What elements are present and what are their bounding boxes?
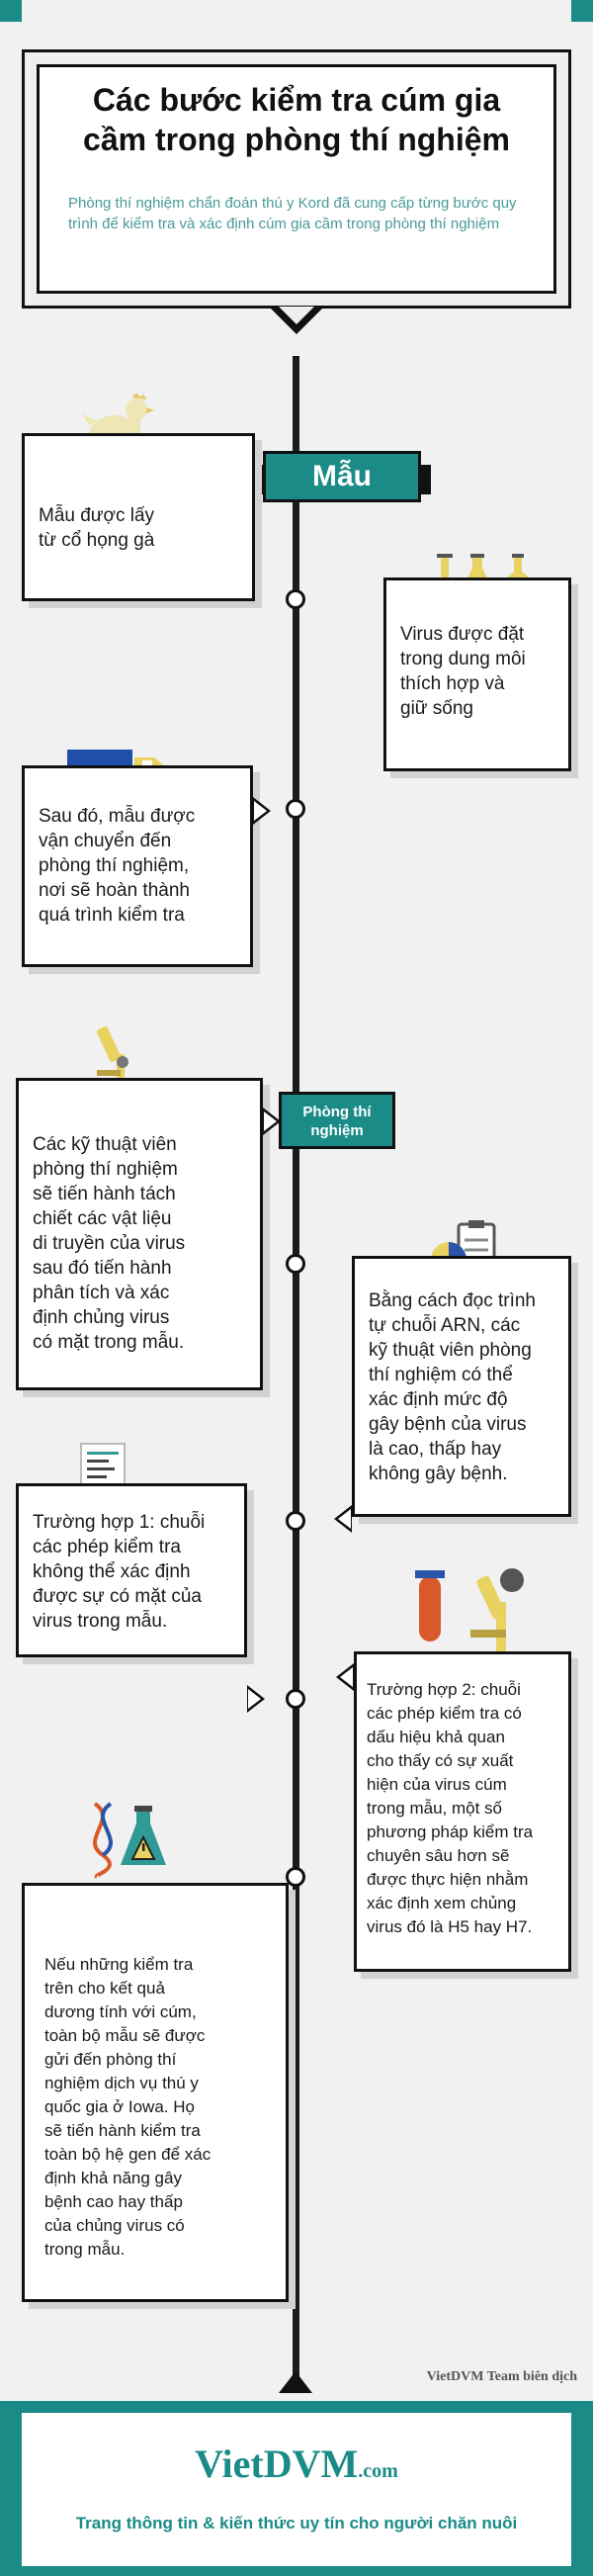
step-text-line: gửi đến phòng thí (44, 2050, 177, 2069)
step-text-line: dương tính với cúm, (44, 2002, 197, 2021)
step-card-text (39, 804, 240, 928)
dna-hazard-flask-icon (83, 1800, 172, 1879)
footer-logo-suffix: .com (358, 2460, 398, 2482)
step-text-line: nơi sẽ hoàn thành (39, 880, 190, 901)
footer (0, 2401, 593, 2576)
step-text-line: quốc gia ở Iowa. Họ (44, 2097, 195, 2116)
step-text-line: các phép kiểm tra có (367, 1704, 522, 1723)
step-text-line: trong mẫu, một số (367, 1799, 503, 1818)
step-text-line: giữ sống (400, 698, 473, 719)
step-card-text (39, 503, 242, 553)
page-title (42, 80, 551, 159)
step-text-line: sẽ tiến hành kiểm tra (44, 2121, 201, 2140)
step-card-2 (383, 577, 571, 771)
lab-section-label-line-1: Phòng thí (302, 1104, 372, 1120)
step-text-line: Các kỹ thuật viên (33, 1134, 177, 1155)
step-text-line: trên cho kết quả (44, 1979, 165, 1998)
step-text-line: cho thấy có sự xuất (367, 1751, 514, 1770)
timeline-node (286, 1689, 305, 1709)
timeline-node (286, 1511, 305, 1531)
page-title-line-2: cầm trong phòng thí nghiệm (83, 122, 510, 157)
step-text-line: Trường hợp 2: chuỗi (367, 1680, 521, 1699)
step-text-line: virus đó là H5 hay H7. (367, 1917, 533, 1936)
timeline-line (293, 356, 299, 2393)
step-card-6 (16, 1483, 247, 1657)
step-card-5-pointer (334, 1505, 352, 1533)
step-card-1 (22, 433, 255, 601)
timeline-top-notch-inner (279, 307, 314, 324)
step-text-line: toàn bộ mẫu sẽ được (44, 2026, 206, 2045)
step-text-line: Trường hợp 1: chuỗi (33, 1512, 206, 1533)
lab-section-label (279, 1092, 395, 1149)
step-text-line: thích hợp và (400, 673, 505, 694)
step-text-line: chuyên sâu hơn sẽ (367, 1846, 510, 1865)
test-tube-microscope-icon (411, 1562, 550, 1661)
step-text-line: là cao, thấp hay (369, 1439, 502, 1460)
step-card-4 (16, 1078, 263, 1390)
step-text-line: phân tích và xác (33, 1283, 170, 1303)
footer-panel (22, 2413, 571, 2566)
page-title-line-1: Các bước kiểm tra cúm gia (92, 82, 501, 118)
step-text-line: di truyền của virus (33, 1233, 186, 1254)
step-card-text (369, 1288, 558, 1486)
step-card-8 (22, 1883, 289, 2302)
step-text-line: kỹ thuật viên phòng (369, 1340, 532, 1361)
step-text-line: nghiệm dịch vụ thú y (44, 2074, 199, 2092)
step-text-line: được thực hiện nhằm (367, 1870, 529, 1889)
step-text-line: định chủng virus (33, 1307, 170, 1328)
step-text-line: Nếu những kiểm tra (44, 1955, 194, 1974)
step-text-line: Mẫu được lấy (39, 505, 155, 526)
lab-section-label-line-2: nghiệm (310, 1122, 364, 1139)
title-panel (22, 49, 571, 309)
step-text-line: không gây bệnh. (369, 1464, 508, 1484)
step-text-line: dấu hiệu khả quan (367, 1728, 505, 1746)
step-card-7 (354, 1651, 571, 1972)
step-text-line: định khả năng gây (44, 2169, 182, 2187)
step-text-line: bệnh cao hay thấp (44, 2192, 183, 2211)
step-text-line: toàn bộ hệ gen để xác (44, 2145, 212, 2164)
footer-logo-main: VietDVM (195, 2442, 359, 2486)
step-card-3-pointer (253, 797, 271, 825)
step-text-line: có mặt trong mẫu. (33, 1332, 185, 1353)
step-text-line: tự chuỗi ARN, các (369, 1315, 521, 1336)
step-text-line: trong dung môi (400, 649, 526, 669)
page-subtitle: Phòng thí nghiệm chẩn đoán thú y Kord đã cung cấp từng bước quy trình để kiểm tra và xác định cúm gia cầm trong phòng thí nghiệm (68, 195, 517, 232)
credit-brand: VietDVM (426, 2369, 484, 2384)
credit-text: Team biên dịch (483, 2369, 577, 2384)
step-text-line: các phép kiểm tra (33, 1537, 181, 1557)
step-card-3 (22, 765, 253, 967)
timeline-node (286, 799, 305, 819)
timeline-node (286, 1254, 305, 1274)
translation-credit (427, 2369, 577, 2385)
step-text-line: của chủng virus có (44, 2216, 185, 2235)
step-text-line: gây bệnh của virus (369, 1414, 527, 1435)
step-text-line: thí nghiệm có thể (369, 1365, 513, 1385)
step-text-line: phòng thí nghiệm (33, 1159, 178, 1180)
step-card-text (367, 1678, 558, 1939)
step-text-line: xác định mức độ (369, 1389, 508, 1410)
step-text-line: không thể xác định (33, 1561, 191, 1582)
corner-accent-right (571, 0, 593, 22)
step-card-text (33, 1132, 250, 1355)
corner-accent-left (0, 0, 22, 22)
step-text-line: phương pháp kiểm tra (367, 1822, 534, 1841)
footer-logo[interactable] (22, 2441, 571, 2487)
step-card-text (400, 622, 558, 721)
timeline-node (286, 589, 305, 609)
footer-tagline: Trang thông tin & kiến thức uy tín cho người chăn nuôi (75, 2514, 518, 2532)
step-card-4-pointer (263, 1108, 281, 1135)
step-text-line: xác định xem chủng (367, 1894, 517, 1912)
step-text-line: quá trình kiểm tra (39, 905, 185, 926)
timeline-end-arrow (279, 2371, 312, 2393)
step-text-line: virus trong mẫu. (33, 1611, 168, 1632)
step-card-7-pointer (336, 1663, 354, 1691)
timeline-node (286, 1867, 305, 1887)
step-text-line: hiện của virus cúm (367, 1775, 507, 1794)
step-text-line: sẽ tiến hành tách (33, 1184, 176, 1204)
step-text-line: phòng thí nghiệm, (39, 855, 190, 876)
step-text-line: chiết các vật liệu (33, 1208, 172, 1229)
step-text-line: Bằng cách đọc trình (369, 1290, 536, 1311)
step-text-line: trong mẫu. (44, 2240, 126, 2259)
step-text-line: Virus được đặt (400, 624, 525, 645)
step-text-line: từ cổ họng gà (39, 530, 155, 551)
sample-section-label: Mẫu (263, 451, 421, 502)
step-card-6-pointer (247, 1685, 265, 1713)
step-text-line: được sự có mặt của (33, 1586, 202, 1607)
step-card-text (44, 1953, 276, 2262)
step-card-5 (352, 1256, 571, 1517)
step-text-line: sau đó tiến hành (33, 1258, 172, 1279)
step-text-line: Sau đó, mẫu được (39, 806, 196, 827)
step-card-text (33, 1510, 234, 1634)
step-text-line: vận chuyển đến (39, 831, 172, 851)
